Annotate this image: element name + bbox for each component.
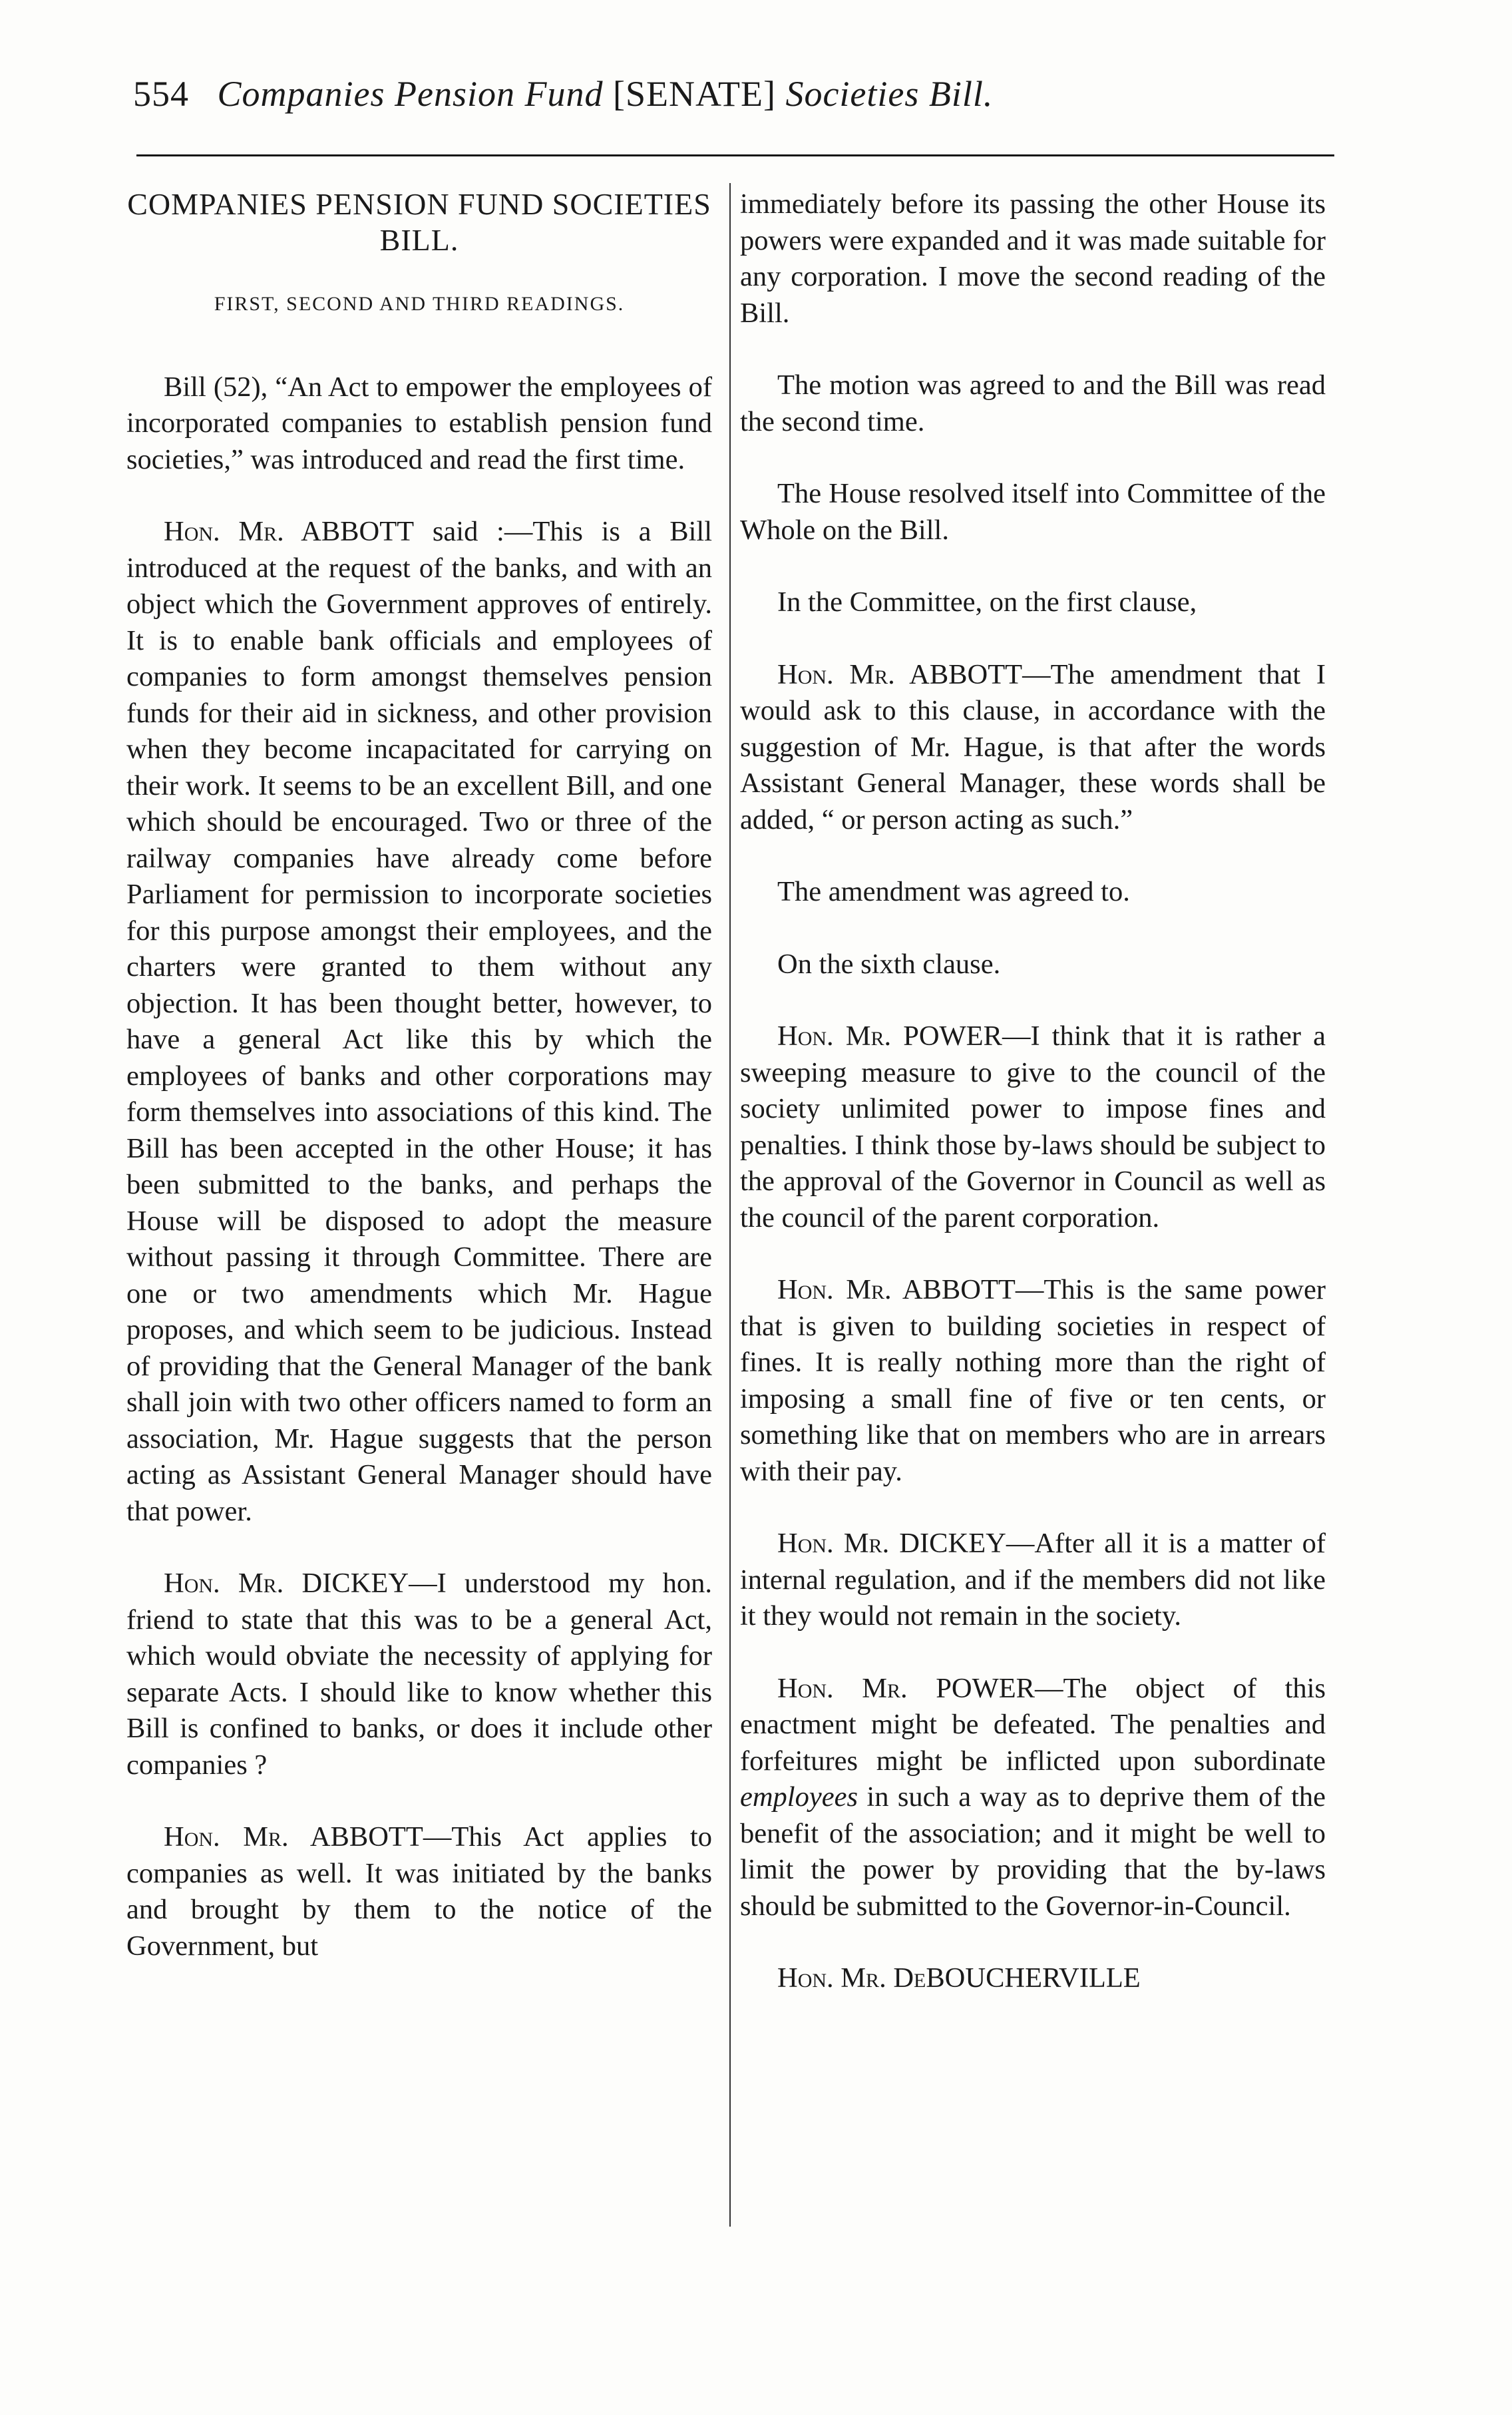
- speech-text: —After all it is a matter of internal regulation, and if the members did not like it they would not remain in the society.: [740, 1528, 1326, 1632]
- speech-text: in such a way as to deprive them of the benefit of the association; and it might be well to limit the power by providing that the by-laws should be submitted to the Governor-in-Council.: [740, 1781, 1326, 1922]
- intro-paragraph: Bill (52), “An Act to empower the employees of incorporated companies to establish pension fund societies,” was introduced and read the first time.: [126, 371, 712, 475]
- header-rule: [136, 154, 1334, 156]
- italic-term: employees: [740, 1781, 858, 1813]
- speech-text: —The object of this enactment might be defeated. The penalties and forfeitures might be inflicted upon subordinate: [740, 1672, 1326, 1777]
- proceeding-paragraph: The motion was agreed to and the Bill was read the second time.: [740, 369, 1326, 437]
- bill-heading: COMPANIES PENSION FUND SOCIETIES BILL.: [127, 187, 711, 257]
- column-divider: [729, 183, 731, 2227]
- speaker-name: Hon. Mr. ABBOTT: [777, 1274, 1016, 1305]
- speech-text: —I think that it is rather a sweeping measure to give to the council of the society unlimited power to impose fines and penalties. I think those by-laws should be subject to the approval of the Governor in Council as well as the council of the parent corporation.: [740, 1020, 1326, 1233]
- speaker-name: Hon. Mr. ABBOTT: [164, 516, 415, 547]
- header-left-title: Companies Pension Fund: [217, 74, 604, 114]
- speech-text: —The amendment that I would ask to this clause, in accordance with the suggestion of Mr. Hague, is that after the words Assistant General Manager, these words shall be added, “ or person acting as such.”: [740, 658, 1326, 835]
- speech-paragraph: [126, 1566, 712, 1783]
- speaker-name: Hon. Mr. DICKEY: [164, 1568, 409, 1599]
- speech-paragraph: [740, 1526, 1326, 1635]
- speech-text: —This Act applies to companies as well. It was initiated by the banks and brought by them to the notice of the Government, but: [126, 1821, 712, 1962]
- proceeding-paragraph: In the Committee, on the first clause,: [777, 586, 1197, 618]
- speaker-name: Hon. Mr. POWER: [777, 1020, 1002, 1052]
- right-column: [740, 186, 1326, 1997]
- page-number: 554: [133, 74, 189, 114]
- speech-paragraph: [740, 1018, 1326, 1236]
- running-header: [133, 73, 1344, 114]
- speech-paragraph: [740, 657, 1326, 839]
- speech-paragraph: [740, 1960, 1326, 1997]
- left-column: [126, 186, 712, 1964]
- speaker-name: Hon. Mr. ABBOTT: [777, 658, 1023, 690]
- speaker-name: Hon. Mr. POWER: [777, 1672, 1035, 1704]
- speech-paragraph: [740, 1671, 1326, 1925]
- speech-text: said :—This is a Bill introduced at the request of the banks, and with an object which the Government approves of entirely. It is to enable bank officials and employees of companies to form amongst themselves pension funds for their aid in sickness, and other provision when they become incapacitated for carrying on their work. It seems to be an excellent Bill, and one which should be encouraged. Two or three of the railway companies have already come before Parliament for permission to incorporate societies for this purpose amongst their employees, and the charters were granted to them without any objection. It has been thought better, however, to have a general Act like this by which the employees of banks and other corporations may form themselves into associations of this kind. The Bill has been accepted in the other House; it has been submitted to the banks, and perhaps the House will be disposed to adopt the measure without passing it through Committee. There are one or two amendments which Mr. Hague proposes, and which seem to be judicious. Instead of providing that the General Manager of the bank shall join with two other officers named to form an association, Mr. Hague suggests that the person acting as Assistant General Manager should have that power.: [126, 516, 713, 1527]
- speech-paragraph: [126, 514, 712, 1530]
- continued-paragraph: immediately before its passing the other House its powers were expanded and it was made suitable for any corporation. I move the second reading of the Bill.: [740, 188, 1326, 329]
- speech-paragraph: [126, 1819, 712, 1964]
- speech-text: —I understood my hon. friend to state that this was to be a general Act, which would obviate the necessity of applying for separate Acts. I should like to know whether this Bill is confined to banks, or does it include other companies ?: [126, 1568, 713, 1781]
- speech-paragraph: [740, 1272, 1326, 1490]
- speech-text: —This is the same power that is given to building societies in respect of fines. It is really nothing more than the right of imposing a small fine of five or ten cents, or something like that on members who are in arrears with their pay.: [740, 1274, 1326, 1487]
- speaker-name: Hon. Mr. DeBOUCHERVILLE: [777, 1962, 1141, 1994]
- header-right-title: Societies Bill.: [785, 74, 994, 114]
- proceeding-paragraph: The House resolved itself into Committee of the Whole on the Bill.: [740, 478, 1326, 546]
- speaker-name: Hon. Mr. ABBOTT: [164, 1821, 423, 1853]
- proceeding-paragraph: On the sixth clause.: [777, 948, 1001, 980]
- proceeding-paragraph: The amendment was agreed to.: [777, 876, 1130, 907]
- header-chamber: [SENATE]: [612, 74, 776, 114]
- readings-subheading: FIRST, SECOND AND THIRD READINGS.: [214, 293, 625, 315]
- speaker-name: Hon. Mr. DICKEY: [777, 1528, 1006, 1559]
